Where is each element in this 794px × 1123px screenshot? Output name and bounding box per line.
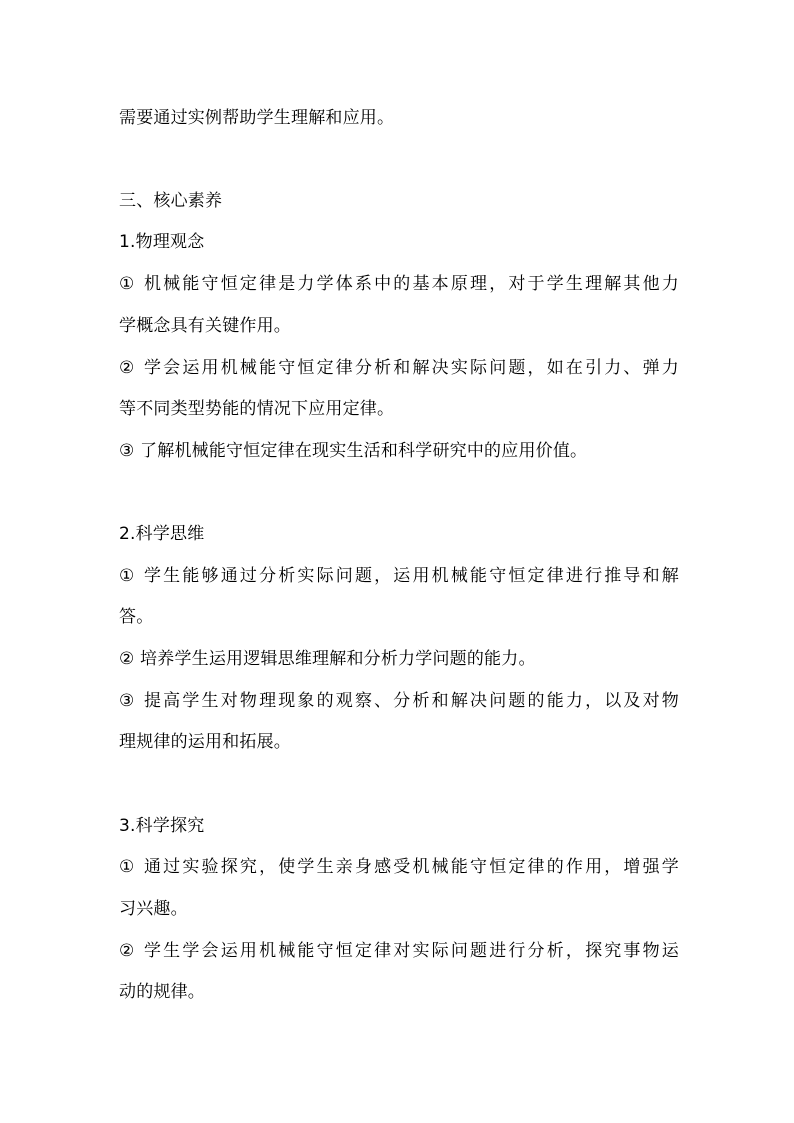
list-item-line: 答。 — [119, 607, 154, 627]
paragraph-line-continuation: 需要通过实例帮助学生理解和应用。 — [119, 108, 395, 128]
list-item-line: ③ 提高学生对物理现象的观察、分析和解决问题的能力，以及对物 — [119, 691, 679, 711]
subheading-physics-concepts: 1.物理观念 — [119, 232, 205, 252]
list-item-line: 理规律的运用和拓展。 — [119, 732, 291, 752]
section-heading-core-literacy: 三、核心素养 — [119, 191, 223, 211]
list-item-line: 动的规律。 — [119, 982, 205, 1002]
subheading-scientific-thinking: 2.科学思维 — [119, 524, 205, 544]
list-item-line: 学概念具有关键作用。 — [119, 316, 291, 336]
list-item-line: ③ 了解机械能守恒定律在现实生活和科学研究中的应用价值。 — [119, 441, 588, 461]
list-item-line: ② 学生学会运用机械能守恒定律对实际问题进行分析，探究事物运 — [119, 941, 679, 961]
list-item-line: ① 学生能够通过分析实际问题，运用机械能守恒定律进行推导和解 — [119, 566, 679, 586]
list-item-line: ② 培养学生运用逻辑思维理解和分析力学问题的能力。 — [119, 649, 536, 669]
subheading-scientific-inquiry: 3.科学探究 — [119, 816, 205, 836]
list-item-line: 习兴趣。 — [119, 899, 188, 919]
list-item-line: 等不同类型势能的情况下应用定律。 — [119, 399, 395, 419]
list-item-line: ① 通过实验探究，使学生亲身感受机械能守恒定律的作用，增强学 — [119, 857, 679, 877]
list-item-line: ① 机械能守恒定律是力学体系中的基本原理，对于学生理解其他力 — [119, 274, 679, 294]
list-item-line: ② 学会运用机械能守恒定律分析和解决实际问题，如在引力、弹力 — [119, 358, 679, 378]
